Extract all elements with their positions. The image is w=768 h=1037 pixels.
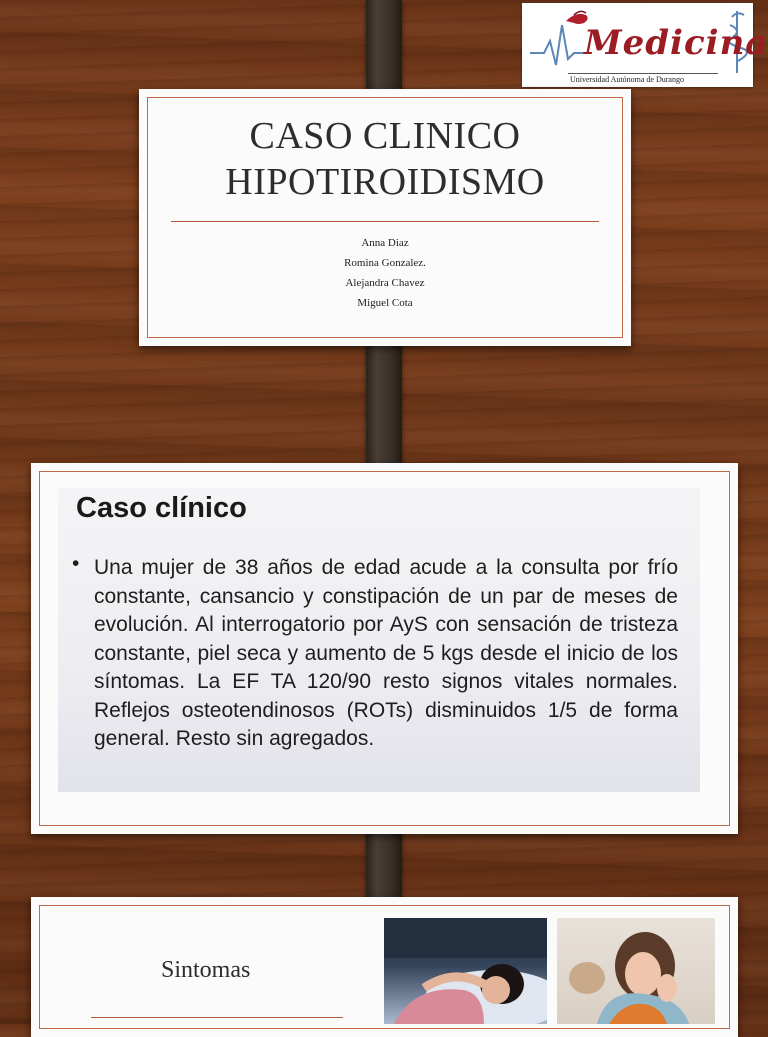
case-panel [58,488,700,792]
symptoms-heading: Sintomas [161,957,251,983]
strap-middle [366,330,402,480]
logo-divider [568,73,718,74]
sleeping-woman-illustration [384,918,547,1024]
case-heading: Caso clínico [76,492,247,524]
title-line-1: CASO CLINICO [249,115,521,157]
author-name: Alejandra Chavez [345,277,425,289]
symptoms-divider [91,1017,343,1018]
bullet-marker: • [72,552,80,575]
title-divider [171,221,599,222]
author-name: Miguel Cota [357,297,413,309]
university-logo [522,3,768,87]
author-name: Romina Gonzalez. [344,257,426,269]
presentation-title [139,113,631,205]
logo-wordmark: Medicina [584,23,768,63]
logo-subtitle: Universidad Autónoma de Durango [570,75,684,84]
title-slide [139,89,631,346]
case-description: Una mujer de 38 años de edad acude a la consulta por frío constante, cansancio y constipación de un par de meses de evolución. Al interrogatorio por AyS con sensación de tristeza constante, piel seca y aumento de 5 kgs desde el inicio de los síntomas. La EF TA 120/90 resto signos vitales normales. Reflejos osteotendinosos (ROTs) disminuidos 1/5 de forma general. Resto sin agregados. [94,556,678,750]
photo-sleeping-woman [384,918,547,1024]
author-name: Anna Diaz [361,237,409,249]
author-list [139,233,631,313]
title-line-2: HIPOTIROIDISMO [225,161,545,203]
photo-tired-girl [557,918,715,1024]
tired-girl-illustration [557,918,715,1024]
